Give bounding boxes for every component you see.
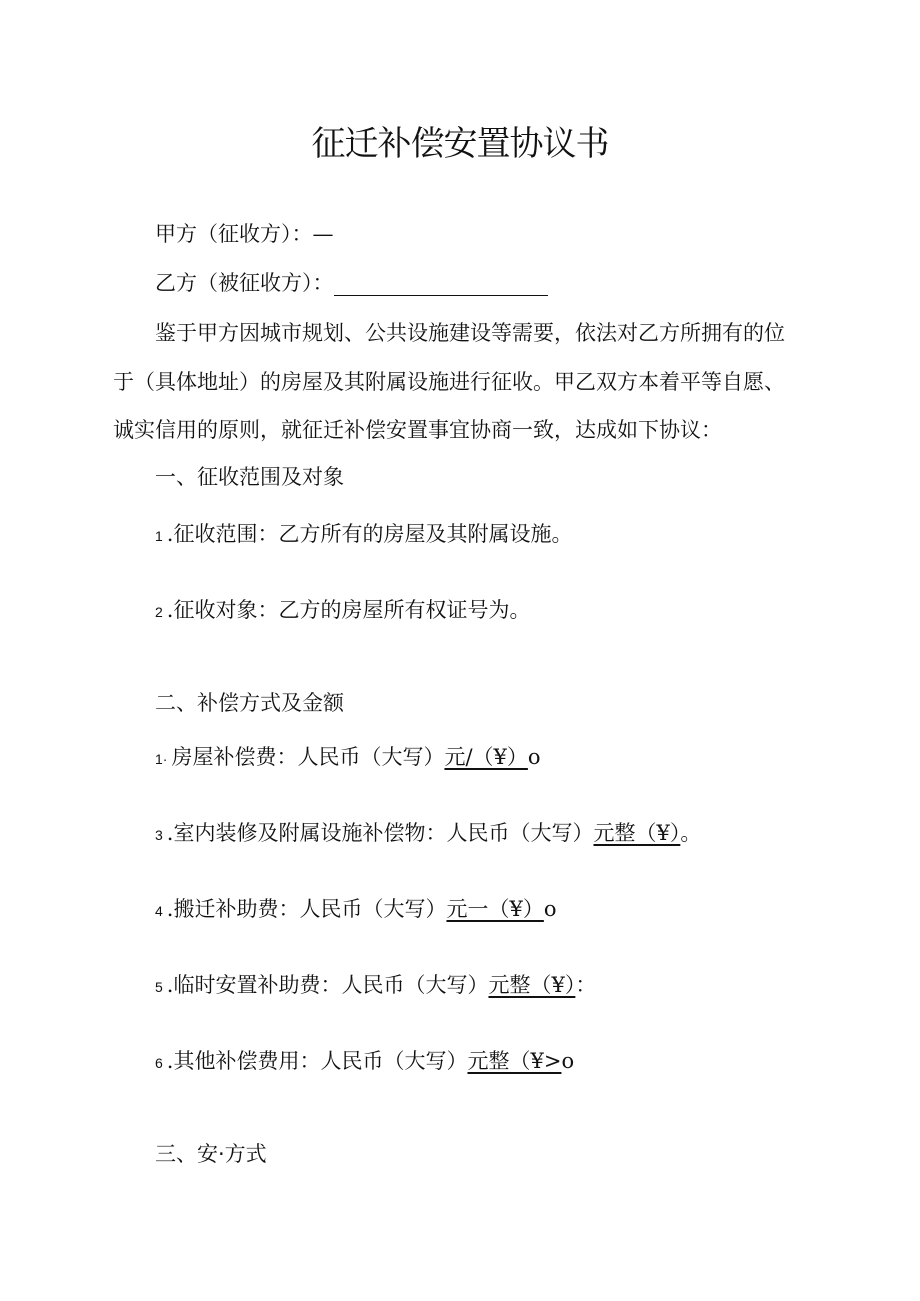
amount-underlined: 元整（¥） xyxy=(593,821,681,845)
item-tail: 。 xyxy=(680,821,702,845)
item-text: .征收范围：乙方所有的房屋及其附属设施。 xyxy=(166,522,573,546)
item-tail: o xyxy=(543,897,557,921)
amount-underlined: 元/（¥） xyxy=(444,745,528,769)
section-1-heading: 一、征收范围及对象 xyxy=(155,465,344,489)
intro-line-2: 于（具体地址）的房屋及其附属设施进行征收。甲乙双方本着平等自愿、 xyxy=(113,370,785,394)
section-3-heading: 三、安·方式 xyxy=(155,1142,267,1166)
section-2-heading: 二、补偿方式及金额 xyxy=(155,691,344,715)
document-title: 征迁补偿安置协议书 xyxy=(311,124,609,164)
amount-underlined: 元整（¥） xyxy=(488,973,576,997)
section-2-item-1 xyxy=(155,741,541,771)
item-number: 4 xyxy=(155,903,163,919)
party-b-label: 乙方（被征收方）： xyxy=(155,271,334,295)
item-text: 房屋补偿费：人民币（大写） xyxy=(171,745,445,769)
item-number: 3 xyxy=(155,827,163,843)
section-1-item-1 xyxy=(155,518,572,548)
party-b-line xyxy=(155,267,548,297)
section-1-item-2 xyxy=(155,594,530,624)
amount-underlined: 元一（¥） xyxy=(446,897,544,921)
amount-underlined: 元整（¥> xyxy=(467,1049,562,1073)
item-tail: o xyxy=(527,745,541,769)
section-2-item-4 xyxy=(155,893,557,923)
item-text: .临时安置补助费：人民币（大写） xyxy=(166,973,489,997)
item-number: 6 xyxy=(155,1055,163,1071)
item-number: 5 xyxy=(155,979,163,995)
party-a-line: 甲方（征收方）：— xyxy=(155,222,334,246)
item-number: 1 xyxy=(155,528,163,544)
section-2-item-3 xyxy=(155,817,701,847)
item-tail: o xyxy=(561,1049,575,1073)
section-2-item-5 xyxy=(155,969,596,999)
item-number: 1· xyxy=(155,751,168,767)
section-2-item-6 xyxy=(155,1045,574,1075)
item-text: .搬迁补助费：人民币（大写） xyxy=(166,897,447,921)
item-text: .征收对象：乙方的房屋所有权证号为。 xyxy=(166,598,531,622)
party-b-blank xyxy=(334,275,548,296)
item-number: 2 xyxy=(155,604,163,620)
item-tail: ： xyxy=(575,973,597,997)
item-text: .其他补偿费用：人民币（大写） xyxy=(166,1049,468,1073)
intro-line-3: 诚实信用的原则，就征迁补偿安置事宜协商一致，达成如下协议： xyxy=(113,418,722,442)
item-text: .室内装修及附属设施补偿物：人民币（大写） xyxy=(166,821,594,845)
intro-line-1: 鉴于甲方因城市规划、公共设施建设等需要，依法对乙方所拥有的位 xyxy=(155,321,785,345)
